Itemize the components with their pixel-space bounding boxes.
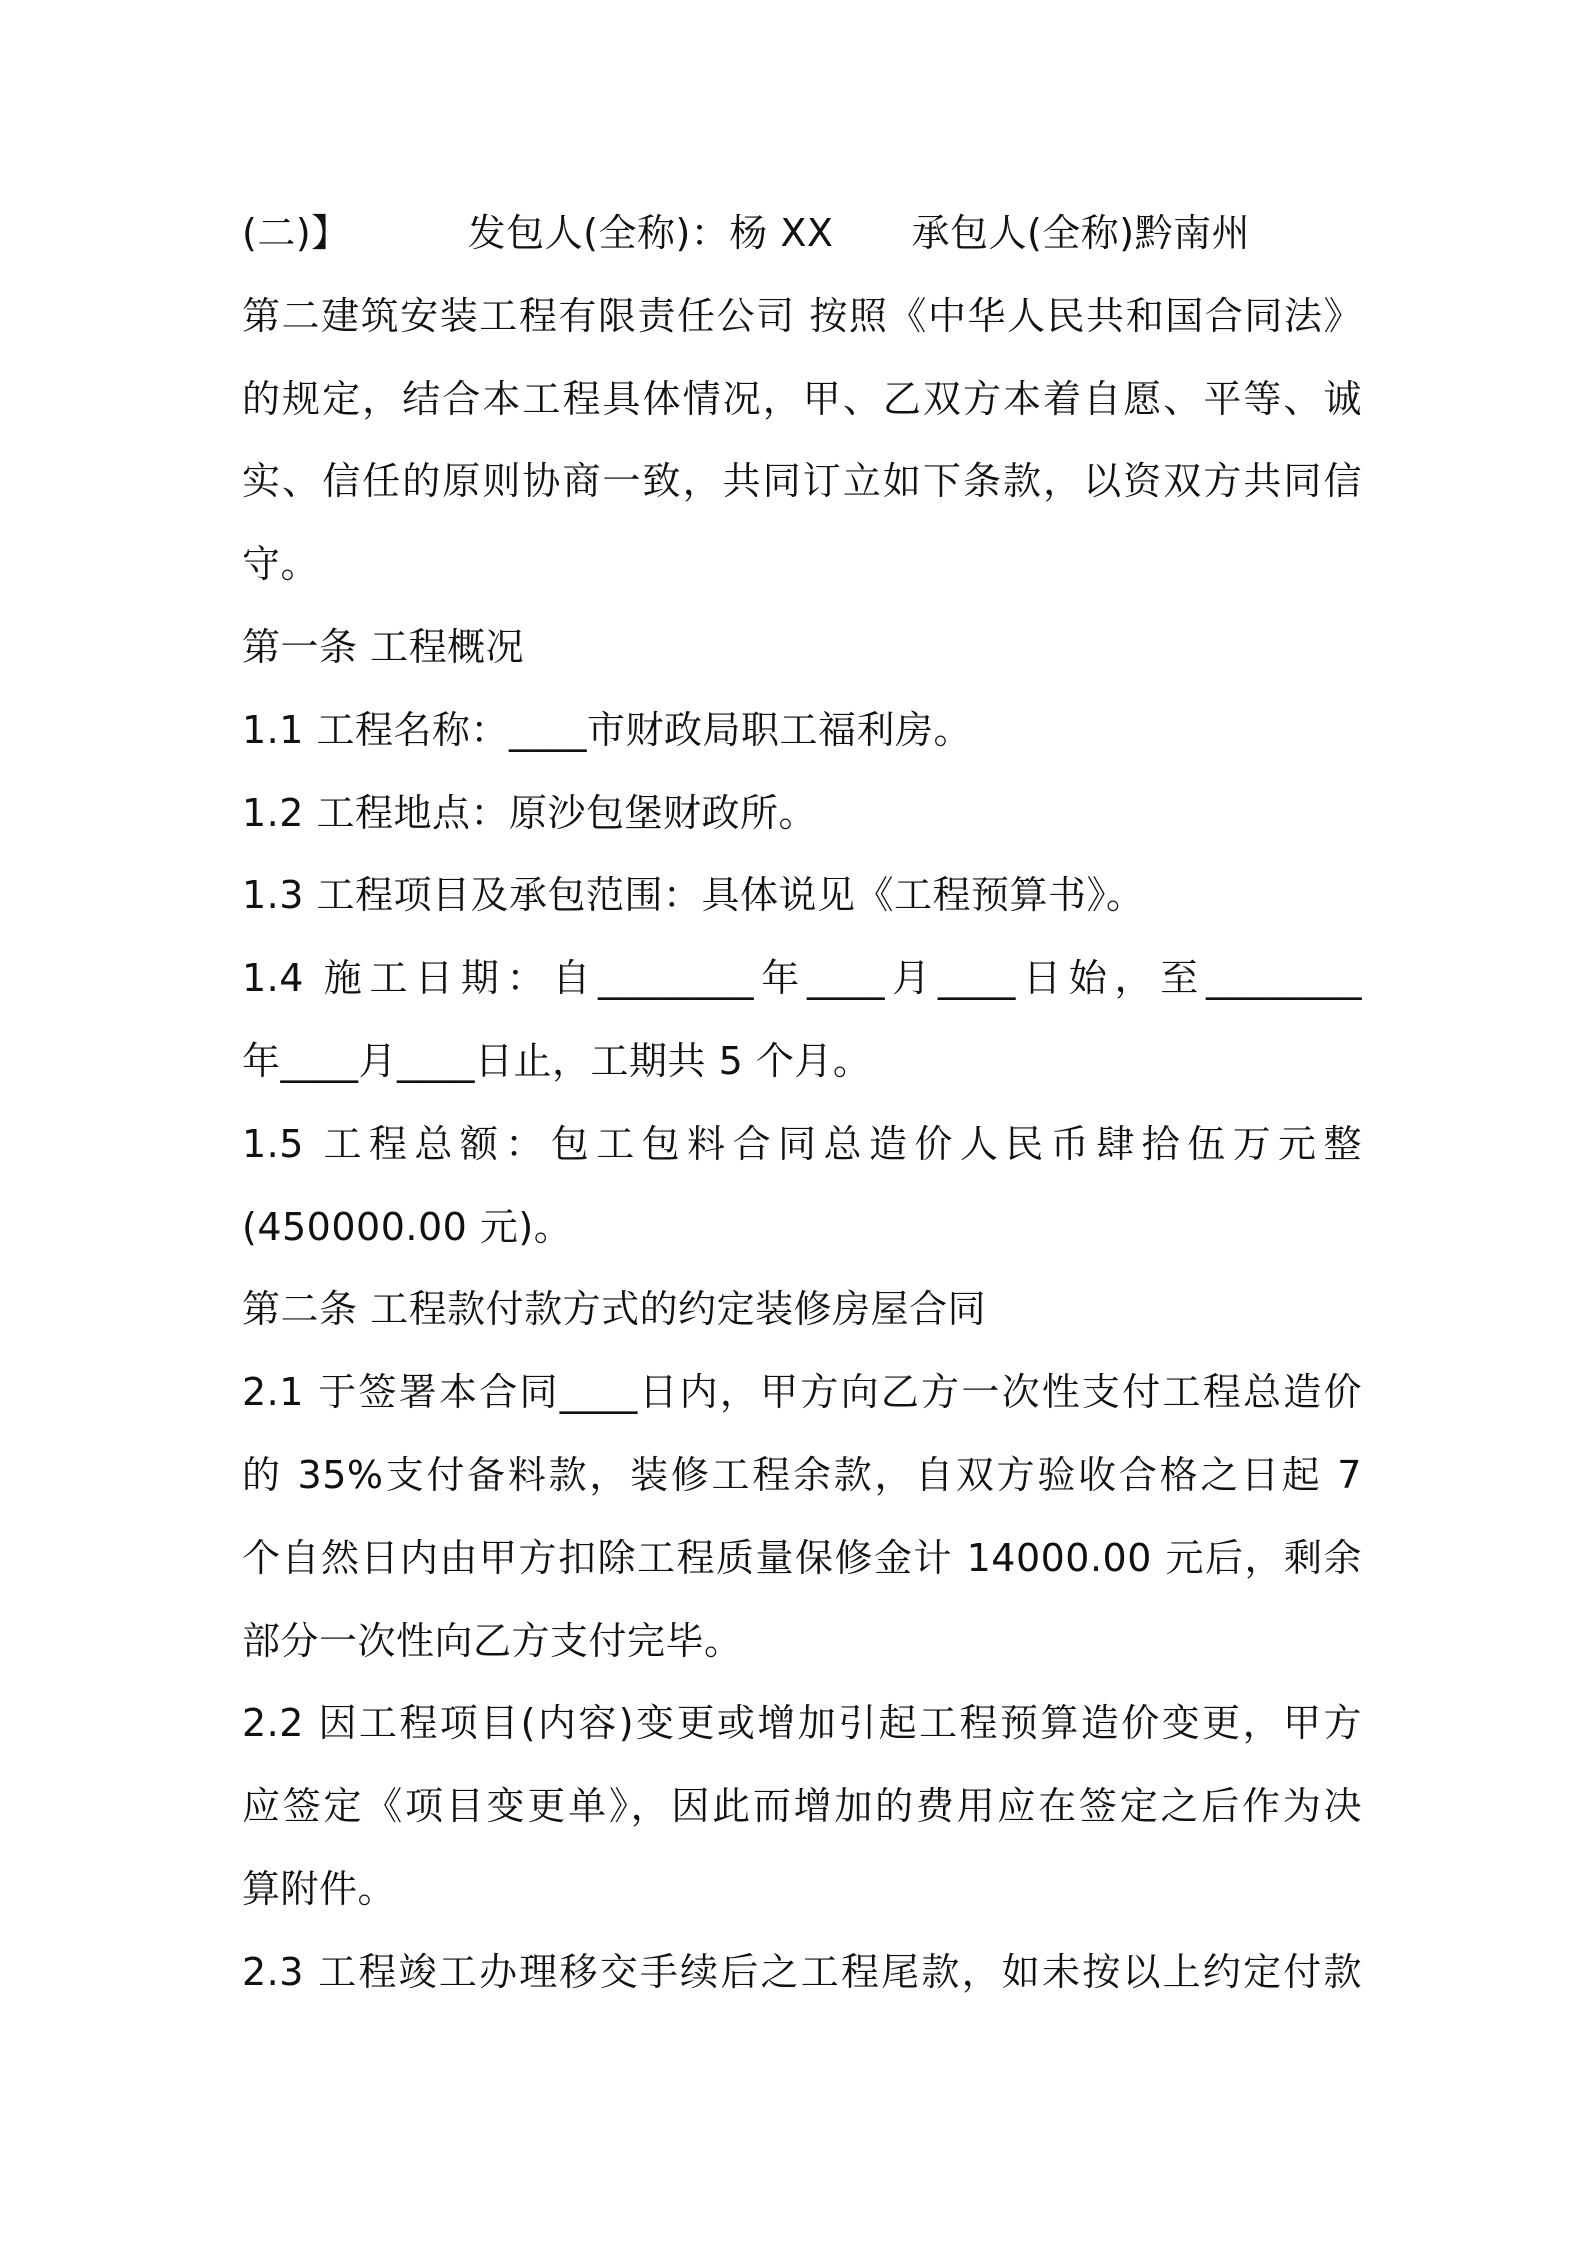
text-line: 1.1 工程名称：____市财政局职工福利房。: [242, 707, 973, 752]
contract-header-line: [242, 192, 1362, 275]
text-line: 2.1 于签署本合同____日内，甲方向乙方一次性支付工程总造价: [242, 1370, 1362, 1415]
text-line: (450000.00 元)。: [242, 1204, 573, 1249]
section-heading: 第二条 工程款付款方式的约定装修房屋合同: [242, 1287, 987, 1332]
text-line: 实、信任的原则协商一致，共同订立如下条款，以资双方共同信: [242, 459, 1362, 504]
text-line: 部分一次性向乙方支付完毕。: [242, 1618, 743, 1663]
text-line: 的规定，结合本工程具体情况，甲、乙双方本着自愿、平等、诚: [242, 376, 1362, 421]
text-line: 2.3 工程竣工办理移交手续后之工程尾款，如未按以上约定付款: [242, 1949, 1362, 1994]
party-a: 发包人(全称)：杨 XX: [467, 211, 834, 255]
text-line: 年____月____日止，工期共 5 个月。: [242, 1038, 872, 1083]
text-line: 1.4 施工日期：自________年____月____日始，至________: [242, 956, 1362, 1001]
text-line: 2.2 因工程项目(内容)变更或增加引起工程预算造价变更，甲方: [242, 1701, 1362, 1746]
text-line: 应签定《项目变更单》，因此而增加的费用应在签定之后作为决: [242, 1784, 1362, 1829]
text-line: 个自然日内由甲方扣除工程质量保修金计 14000.00 元后，剩余: [242, 1535, 1362, 1580]
text-line: 1.5 工程总额：包工包料合同总造价人民币肆拾伍万元整: [242, 1121, 1362, 1166]
text-line: 第二建筑安装工程有限责任公司 按照《中华人民共和国合同法》: [242, 293, 1362, 338]
header-prefix: (二)】: [242, 211, 350, 255]
contract-body: [242, 192, 1362, 2014]
text-line: 1.2 工程地点：原沙包堡财政所。: [242, 790, 818, 835]
section-heading: 第一条 工程概况: [242, 624, 525, 669]
text-line: 守。: [242, 542, 320, 587]
text-line: 的 35%支付备料款，装修工程余款，自双方验收合格之日起 7: [242, 1452, 1362, 1497]
party-b: 承包人(全称)黔南州: [911, 211, 1251, 255]
text-line: 算附件。: [242, 1866, 397, 1911]
text-line: 1.3 工程项目及承包范围：具体说见《工程预算书》。: [242, 873, 1145, 918]
